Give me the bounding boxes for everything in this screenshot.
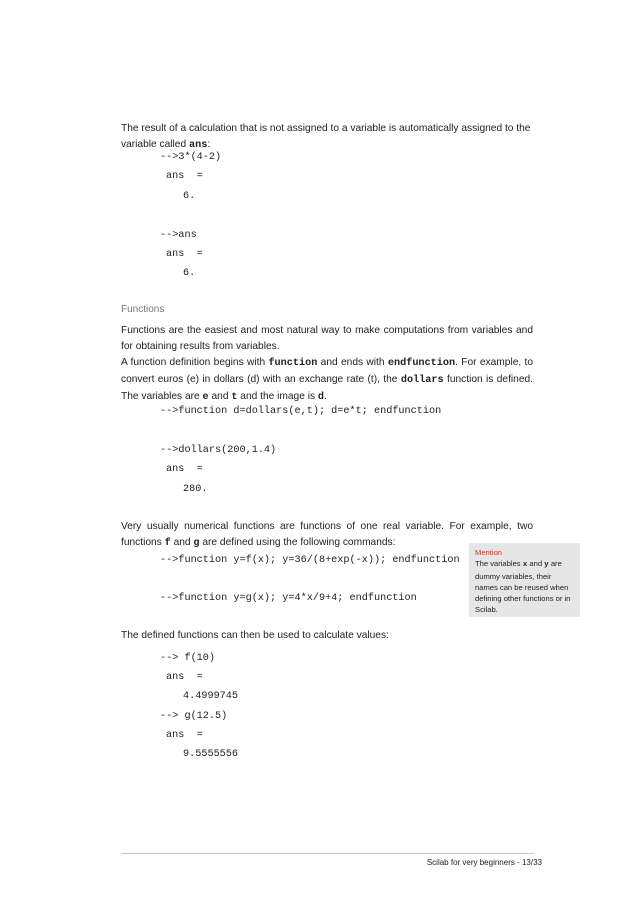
intro-line2-pre: variable called <box>121 139 189 150</box>
text-span: . For example, to convert euros (e) in dollars (d) with an exchange rate (t), the <box>121 357 534 385</box>
paragraph-use-functions: The defined functions can then be used to calculate values: <box>121 630 389 641</box>
keyword-x: x <box>522 561 528 569</box>
intro-paragraph <box>121 121 533 154</box>
intro-line2-post: : <box>207 139 211 150</box>
intro-line1: The result of a calculation that is not assigned to a variable is automatically assigned to the <box>121 123 531 134</box>
keyword-dollars: dollars <box>400 375 444 386</box>
text-span: function is defined. The variables are <box>121 374 533 402</box>
text-span: and <box>170 537 194 548</box>
keyword-y: y <box>544 561 549 569</box>
mention-note <box>469 543 580 617</box>
code-command: -->3*(4-2) <box>160 152 222 163</box>
keyword-t: t <box>231 392 238 403</box>
note-title: Mention <box>475 548 503 557</box>
text-span: are dummy variables, their names can be reused when defining other functions or in Scilab. <box>475 559 571 614</box>
code-command: -->dollars(200,1.4) <box>160 445 277 456</box>
code-ans-label: ans = <box>166 171 203 182</box>
code-result: 4.4999745 <box>183 691 239 702</box>
code-ans-label: ans = <box>166 464 203 475</box>
text-span: and the image is <box>237 391 318 402</box>
paragraph-function-definition <box>121 355 533 406</box>
page-footer: Scilab for very beginners - 13/33 <box>426 858 542 867</box>
code-command: -->function d=dollars(e,t); d=e*t; endfunction <box>160 406 442 417</box>
keyword-function: function <box>268 358 318 369</box>
text-span: The variables <box>475 559 523 568</box>
text-span: and ends with <box>317 357 388 368</box>
text-span: Very usually numerical functions are functions of one real variable. For example, two functions <box>121 521 533 548</box>
code-command: -->function y=g(x); y=4*x/9+4; endfunction <box>160 593 417 604</box>
text-span: and <box>527 559 545 568</box>
keyword-ans: ans <box>188 140 208 151</box>
code-result: 6. <box>183 191 196 202</box>
code-result: 9.5555556 <box>183 749 239 760</box>
paragraph-functions-intro: Functions are the easiest and most natural way to make computations from variables and for obtaining results from variables. <box>121 325 533 352</box>
keyword-endfunction: endfunction <box>387 358 456 369</box>
keyword-g: g <box>193 538 200 549</box>
note-body <box>475 558 574 615</box>
code-result: 280. <box>183 484 208 495</box>
section-heading: Functions <box>121 304 165 315</box>
text-span: and <box>208 391 232 402</box>
code-command: --> g(12.5) <box>160 711 228 722</box>
code-command: -->function y=f(x); y=36/(8+exp(-x)); endfunction <box>160 555 460 566</box>
text-span: . <box>324 391 327 402</box>
keyword-e: e <box>202 392 209 403</box>
code-ans-label: ans = <box>166 730 203 741</box>
code-result: 6. <box>183 268 196 279</box>
text-span: A function definition begins with <box>121 357 269 368</box>
code-ans-label: ans = <box>166 672 203 683</box>
code-command: -->ans <box>160 230 197 241</box>
keyword-d: d <box>317 392 325 403</box>
keyword-f: f <box>164 538 171 549</box>
footer-divider <box>121 853 534 854</box>
code-command: --> f(10) <box>160 653 216 664</box>
code-ans-label: ans = <box>166 249 203 260</box>
text-span: are defined using the following commands: <box>199 537 396 548</box>
